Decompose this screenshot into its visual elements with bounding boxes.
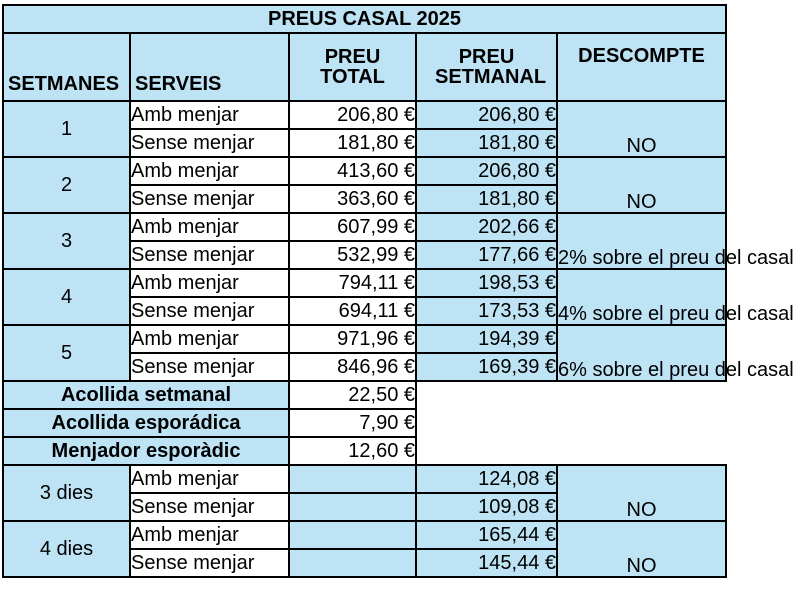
service-cell: Sense menjar	[130, 353, 289, 381]
weekly-price-cell: 181,80 €	[416, 185, 557, 213]
extra-price-cell: 22,50 €	[289, 381, 416, 409]
table-row	[3, 325, 726, 353]
total-price-cell: 532,99 €	[289, 241, 416, 269]
table-row	[3, 101, 726, 129]
extra-label: Acollida esporádica	[3, 409, 289, 437]
header-preu-setmanal: PREU SETMANAL	[416, 33, 557, 101]
header-preu-total: PREU TOTAL	[289, 33, 416, 101]
total-price-cell	[289, 465, 416, 493]
total-price-cell: 846,96 €	[289, 353, 416, 381]
weekly-price-cell: 194,39 €	[416, 325, 557, 353]
service-cell: Sense menjar	[130, 185, 289, 213]
table-row	[3, 521, 726, 549]
service-cell: Amb menjar	[130, 213, 289, 241]
service-cell: Sense menjar	[130, 129, 289, 157]
table-row	[3, 465, 726, 493]
weekly-price-cell: 181,80 €	[416, 129, 557, 157]
week-label: 5	[3, 325, 130, 381]
price-table	[2, 4, 794, 578]
total-price-cell: 694,11 €	[289, 297, 416, 325]
table-row	[3, 437, 726, 465]
service-cell: Amb menjar	[130, 101, 289, 129]
total-price-cell: 413,60 €	[289, 157, 416, 185]
service-cell: Amb menjar	[130, 465, 289, 493]
week-label: 3	[3, 213, 130, 269]
weekly-price-cell: 202,66 €	[416, 213, 557, 241]
total-price-cell	[289, 521, 416, 549]
table-title: PREUS CASAL 2025	[3, 5, 726, 33]
table-row	[3, 157, 726, 185]
weekly-price-cell: 109,08 €	[416, 493, 557, 521]
days-label: 4 dies	[3, 521, 130, 577]
table-row	[3, 269, 726, 297]
discount-cell: NO	[557, 465, 726, 521]
weekly-price-cell: 177,66 €	[416, 241, 557, 269]
header-serveis: SERVEIS	[130, 33, 289, 101]
header-setmanes: SETMANES	[3, 33, 130, 101]
total-price-cell: 206,80 €	[289, 101, 416, 129]
weekly-price-cell: 169,39 €	[416, 353, 557, 381]
service-cell: Sense menjar	[130, 493, 289, 521]
service-cell: Sense menjar	[130, 549, 289, 577]
week-label: 1	[3, 101, 130, 157]
weekly-price-cell: 173,53 €	[416, 297, 557, 325]
header-descompte: DESCOMPTE	[557, 33, 726, 101]
table-row	[3, 381, 726, 409]
total-price-cell: 181,80 €	[289, 129, 416, 157]
total-price-cell	[289, 493, 416, 521]
weekly-price-cell: 206,80 €	[416, 157, 557, 185]
total-price-cell	[289, 549, 416, 577]
service-cell: Sense menjar	[130, 241, 289, 269]
service-cell: Amb menjar	[130, 325, 289, 353]
table-row	[3, 213, 726, 241]
extra-label: Acollida setmanal	[3, 381, 289, 409]
total-price-cell: 794,11 €	[289, 269, 416, 297]
days-label: 3 dies	[3, 465, 130, 521]
discount-cell: NO	[557, 101, 726, 157]
weekly-price-cell: 124,08 €	[416, 465, 557, 493]
service-cell: Amb menjar	[130, 269, 289, 297]
weekly-price-cell: 198,53 €	[416, 269, 557, 297]
discount-cell: NO	[557, 521, 726, 577]
discount-cell: NO	[557, 157, 726, 213]
service-cell: Sense menjar	[130, 297, 289, 325]
week-label: 4	[3, 269, 130, 325]
weekly-price-cell: 145,44 €	[416, 549, 557, 577]
service-cell: Amb menjar	[130, 157, 289, 185]
discount-cell: 4% sobre el preu del casal	[557, 269, 726, 325]
discount-cell: 6% sobre el preu del casal	[557, 325, 726, 381]
extra-label: Menjador esporàdic	[3, 437, 289, 465]
service-cell: Amb menjar	[130, 521, 289, 549]
weekly-price-cell: 165,44 €	[416, 521, 557, 549]
total-price-cell: 363,60 €	[289, 185, 416, 213]
total-price-cell: 971,96 €	[289, 325, 416, 353]
extra-price-cell: 12,60 €	[289, 437, 416, 465]
total-price-cell: 607,99 €	[289, 213, 416, 241]
extra-price-cell: 7,90 €	[289, 409, 416, 437]
table-row	[3, 409, 726, 437]
week-label: 2	[3, 157, 130, 213]
weekly-price-cell: 206,80 €	[416, 101, 557, 129]
discount-cell: 2% sobre el preu del casal	[557, 213, 726, 269]
